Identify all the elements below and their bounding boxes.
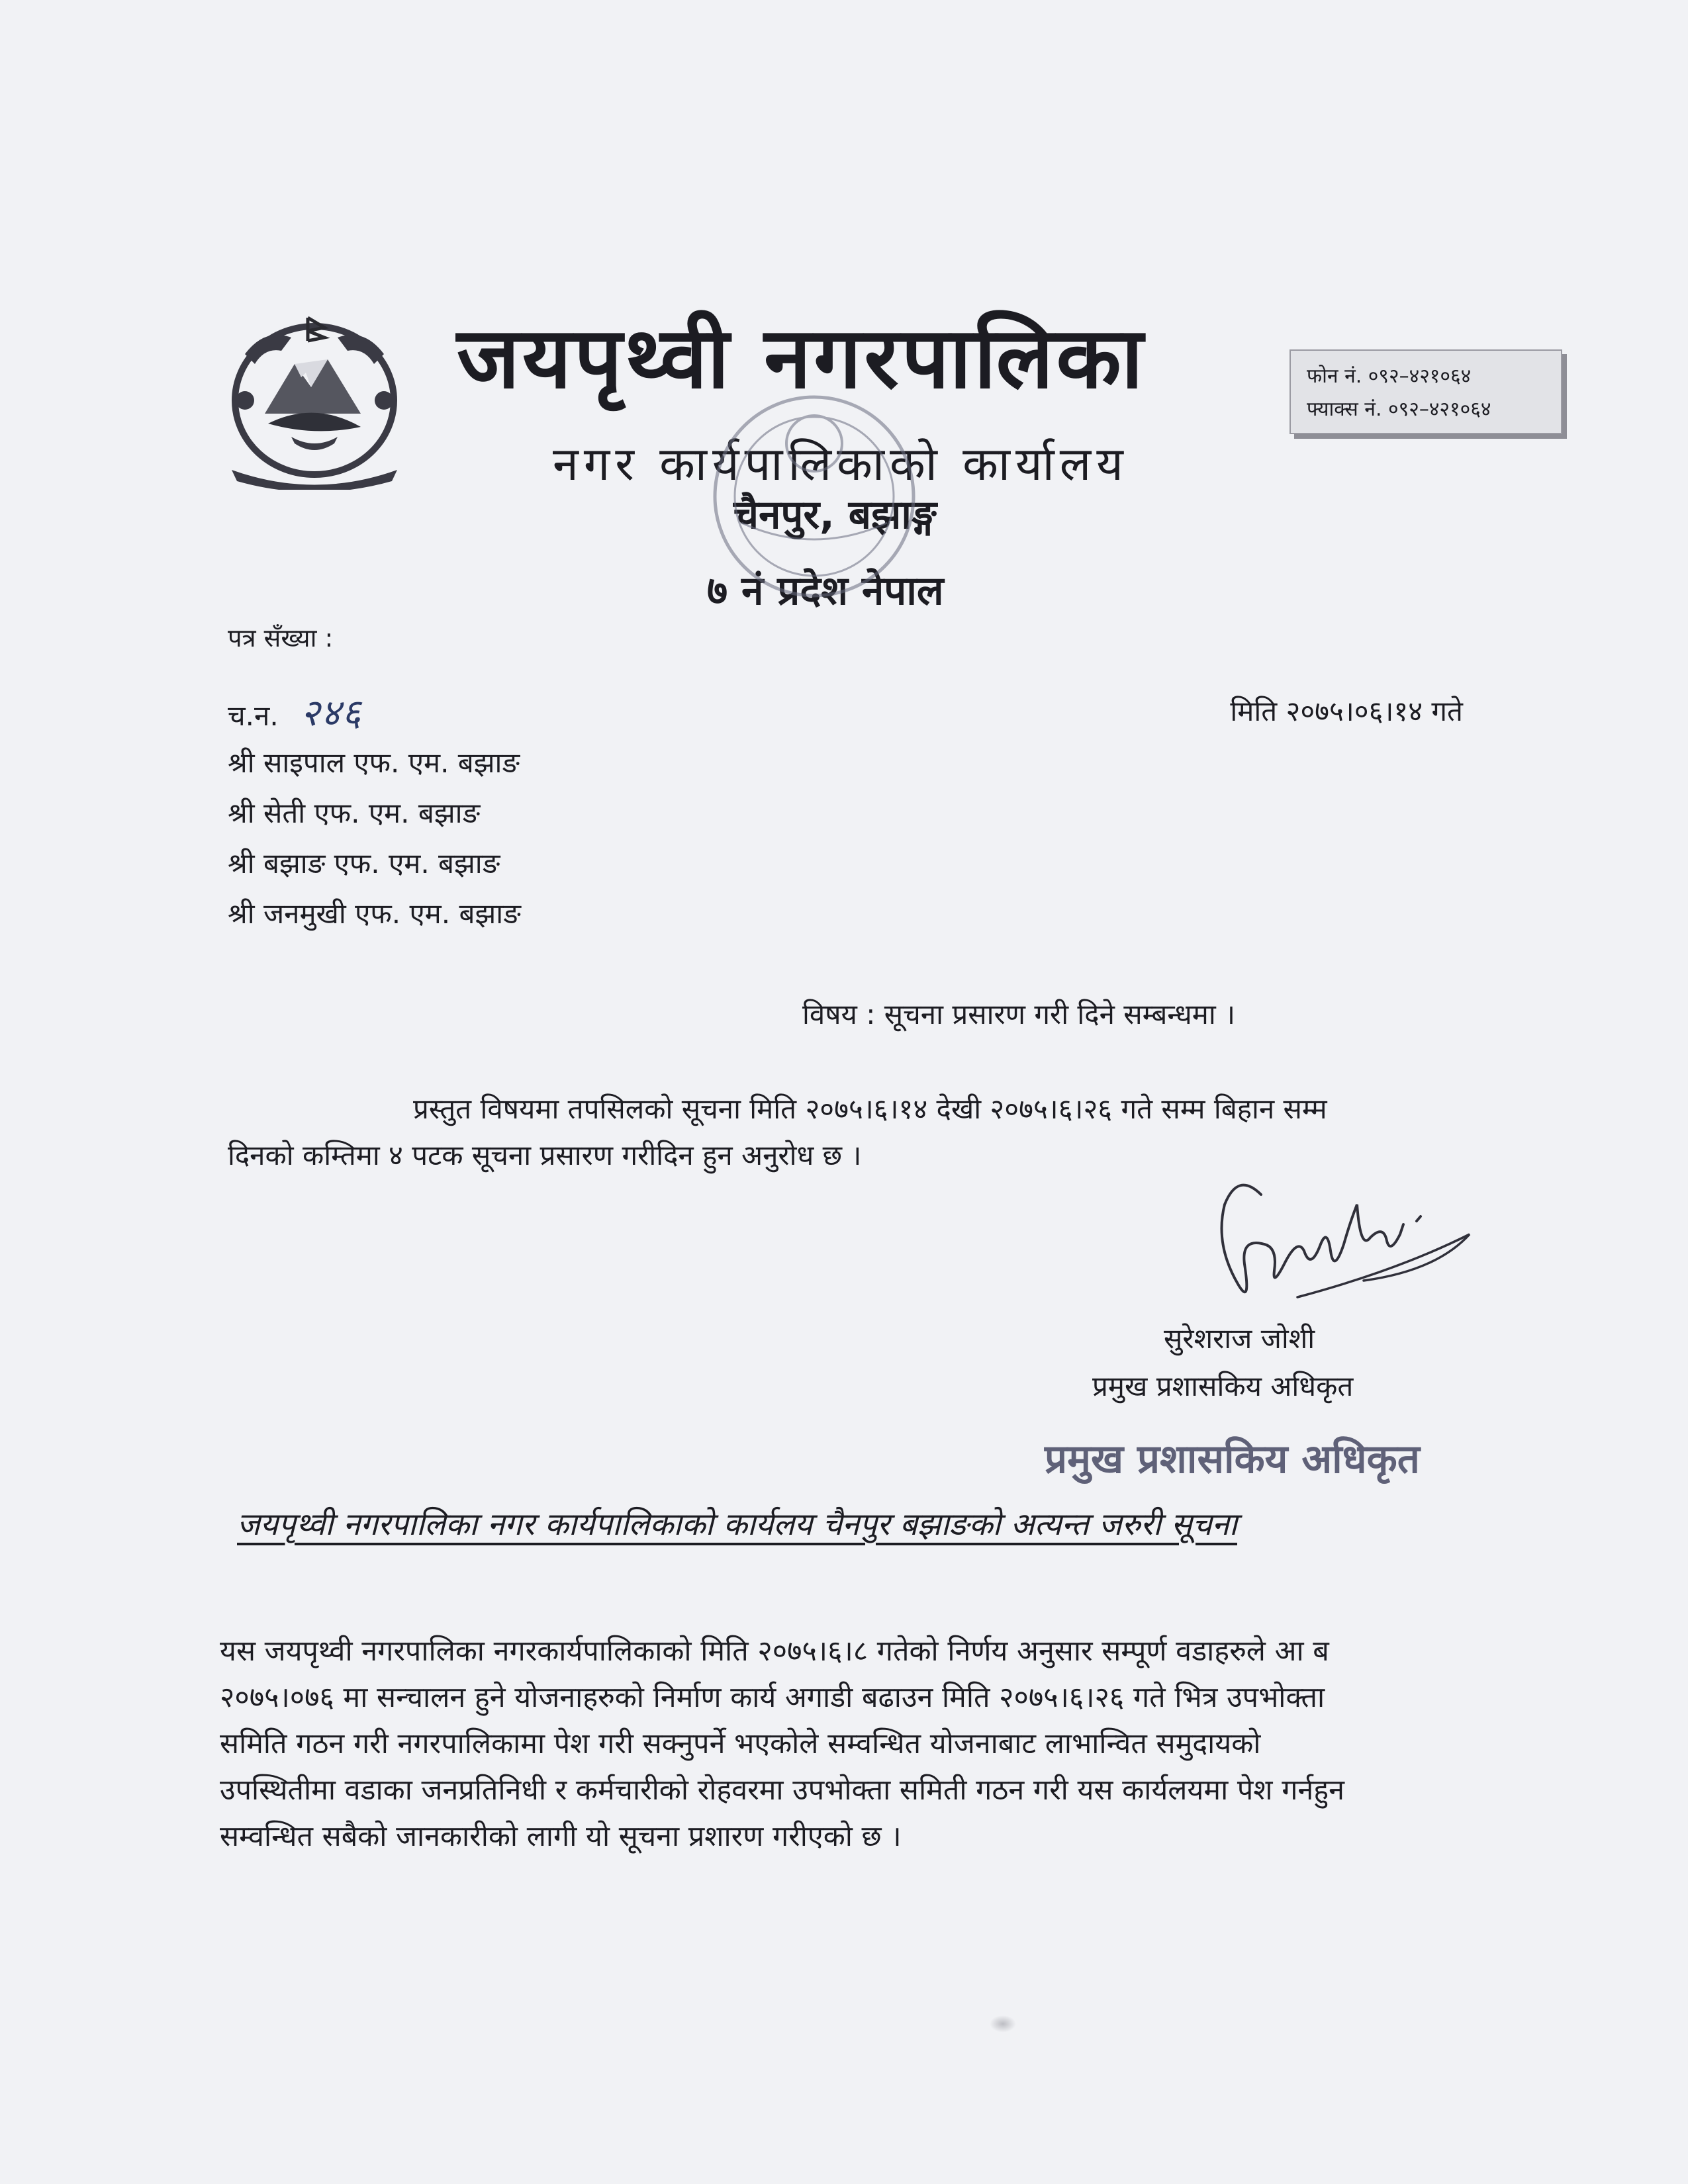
letterhead-subtitle: नगर कार्यपालिकाको कार्यालय — [553, 437, 1129, 491]
chalani-label: च.न. — [228, 700, 279, 732]
signatory-name: सुरेशराज जोशी — [1164, 1322, 1315, 1355]
notice-line-3: समिति गठन गरी नगरपालिकामा पेश गरी सक्नुपर्ने भएकोले सम्वन्धित योजनाबाट लाभान्वित समुदायको — [220, 1727, 1261, 1760]
recipient-3: श्री बझाङ एफ. एम. बझाङ — [228, 847, 500, 880]
paper-smudge — [990, 2015, 1016, 2032]
handwritten-signature-icon — [1198, 1165, 1476, 1317]
recipient-4: श्री जनमुखी एफ. एम. बझाङ — [228, 897, 521, 930]
notice-heading: जयपृथ्वी नगरपालिका नगर कार्यपालिकाको कार्यलय चैनपुर बझाङको अत्यन्त जरुरी सूचना — [237, 1506, 1237, 1543]
patra-sankhya-label: पत्र सँख्या : — [228, 623, 334, 653]
recipient-1: श्री साइपाल एफ. एम. बझाङ — [228, 747, 520, 779]
notice-line-1: यस जयपृथ्वी नगरपालिका नगरकार्यपालिकाको मिति २०७५।६।८ गतेको निर्णय अनुसार सम्पूर्ण वडाहरुले आ ब — [220, 1635, 1329, 1668]
notice-line-2: २०७५।०७६ मा सन्चालन हुने योजनाहरुको निर्माण कार्य अगाडी बढाउन मिति २०७५।६।२६ गते भित्र उपभोक्ता — [220, 1681, 1325, 1714]
notice-body — [220, 1628, 1477, 1860]
notice-line-5: सम्वन्धित सबैको जानकारीको लागी यो सूचना प्रशारण गरीएको छ । — [220, 1820, 902, 1853]
body-line-1: प्रस्तुत विषयमा तपसिलको सूचना मिति २०७५।६।१४ देखी २०७५।६।२६ गते सम्म बिहान सम्म — [413, 1093, 1327, 1125]
fax-number: फ्याक्स नं. ०९२–४२१०६४ — [1307, 398, 1491, 421]
phone-number: फोन नं. ०९२–४२१०६४ — [1307, 365, 1472, 388]
recipient-2: श्री सेती एफ. एम. बझाङ — [228, 797, 481, 829]
letter-subject: विषय : सूचना प्रसारण गरी दिने सम्बन्धमा । — [802, 998, 1236, 1030]
letter-date: मिति २०७५।०६।१४ गते — [1230, 695, 1463, 727]
chalani-number: २४६ — [301, 692, 363, 735]
notice-line-4: उपस्थितीमा वडाका जनप्रतिनिधी र कर्मचारीको रोहवरमा उपभोक्ता समिती गठन गरी यस कार्यलयमा पेश गर्नहुन — [220, 1774, 1344, 1807]
body-line-2: दिनको कम्तिमा ४ पटक सूचना प्रसारण गरीदिन हुन अनुरोध छ । — [228, 1139, 862, 1171]
letterhead-address-line2: ७ नं प्रदेश नेपाल — [707, 568, 944, 614]
letterhead-address-line1: चैनपुर, बझाङ्ग — [733, 492, 937, 538]
nepal-emblem-icon — [218, 301, 410, 490]
round-office-stamp-icon — [702, 384, 927, 609]
contact-box — [1289, 349, 1562, 434]
designation-seal: प्रमुख प्रशासकिय अधिकृत — [1045, 1436, 1420, 1482]
letterhead-title: जयपृथ्वी नगरपालिका — [457, 309, 1146, 408]
signatory-title: प्रमुख प्रशासकिय अधिकृत — [1092, 1370, 1354, 1402]
chalani-number-row — [228, 692, 363, 735]
